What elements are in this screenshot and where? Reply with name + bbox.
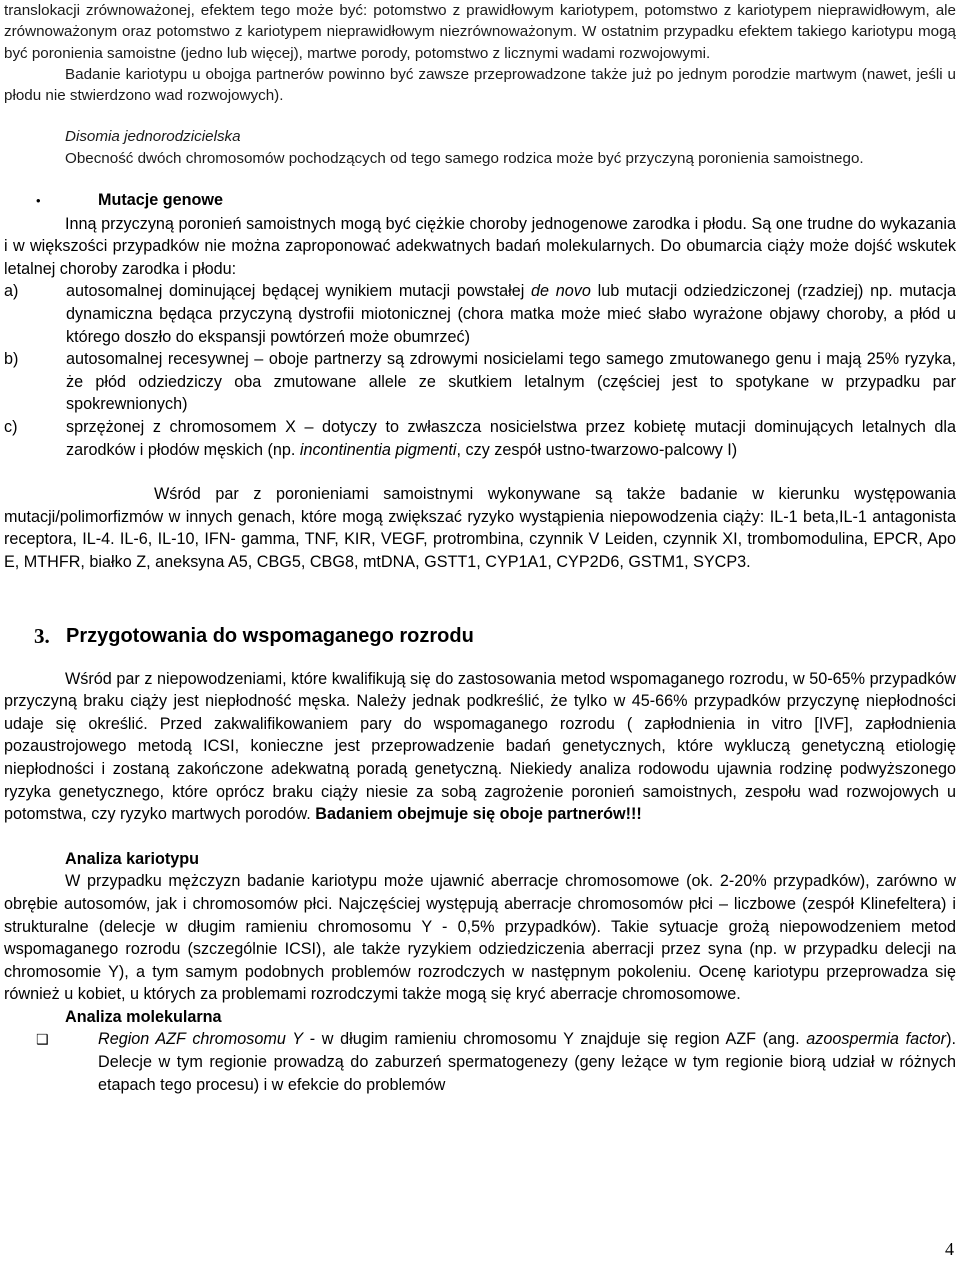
lethal-disease-list: [4, 280, 956, 461]
section-heading: [34, 622, 956, 650]
azf-term: azoospermia factor: [806, 1030, 947, 1049]
list-item: [4, 280, 956, 348]
list-item-text-italic: incontinentia pigmenti: [299, 440, 457, 459]
disomia-paragraph: Obecność dwóch chromosomów pochodzących od tego samego rodzica może być przyczyną poronienia samoistnego.: [65, 149, 864, 167]
azf-list-item: [4, 1028, 956, 1096]
list-item: [4, 416, 956, 461]
list-item-label: b): [4, 350, 19, 369]
disomia-heading: Disomia jednorodzicielska: [65, 128, 241, 146]
mutations-heading-row: [36, 189, 956, 213]
molecular-analysis-heading: Analiza molekularna: [65, 1007, 222, 1026]
both-partners-note: Badaniem obejmuje się oboje partnerów!!!: [315, 805, 642, 824]
list-item-text: [66, 280, 956, 348]
list-item-label: a): [4, 282, 19, 301]
page-number: 4: [945, 1239, 954, 1260]
karyotype-recommendation-paragraph: Badanie kariotypu u obojga partnerów powinno być zawsze przeprowadzone także już po jednym porodzie martwym (nawet, jeśli u płodu nie stwierdzono wad rozwojowych).: [4, 65, 956, 105]
assisted-reproduction-text: Wśród par z niepowodzeniami, które kwalifikują się do zastosowania metod wspomaganego rozrodu, w 50-65% przypadków przyczyną braku ciąży jest niepłodność męska. Należy jednak podkreślić, że tylko w 45-66% przypadków przyczynę niepłodności udaje się określić. Przed zakwalifikowaniem pary do wspomaganego rozrodu ( zapłodnienia in vitro [IVF], zapłodnienia pozaustrojowego metodą ICSI, konieczne jest przeprowadzenie badań genetycznych, które wykluczą genetyczną etiologię niepłodności i zostaną zakończone adekwatną poradą genetyczną. Niekiedy analiza rodowodu ujawnia rodzinę podwyższonego ryzyka genetycznego, które oprócz braku ciąży niesie za sobą zagrożenie poronień samoistnych, zespołu wad rozwojowych u potomstwa, czy ryzyko martwych porodów.: [4, 669, 956, 824]
bullet-icon: •: [36, 193, 41, 209]
azf-title: Region AZF chromosomu Y: [98, 1030, 304, 1049]
checkbox-square-icon: ❑: [36, 1031, 49, 1048]
polymorphism-paragraph: Wśród par z poronieniami samoistnymi wykonywane są także badanie w kierunku występowania mutacji/polimorfizmów w innych genach, które mogą zwiększać ryzyko wystąpienia niepowodzenia ciąży: IL-1 beta,IL-1 antagonista receptora, IL-4. IL-6, IL-10, IFN- gamma, TNF, KIR, VEGF, protrombina, czynnik V Leiden, czynnik XI, trombomodulina, EPCR, Apo E, MTHFR, białko Z, aneksyna A5, CBG5, CBG8, mtDNA, GSTT1, CYP1A1, CYP2D6, GSTM1, SYCP3.: [4, 485, 956, 571]
section-number: 3.: [34, 623, 50, 648]
karyotype-analysis-paragraph: W przypadku mężczyzn badanie kariotypu może ujawnić aberracje chromosomowe (ok. 2-20% przypadków), zarówno w obrębie autosomów, jak i chromosomów płci. Najczęściej występują aberracje chromosomów płci – liczbowe (zespół Klinefeltera) i strukturalne (delecje w długim ramieniu chromosomu Y - 0,5% przypadków). Takie sytuacje grożą niepowodzeniem metod wspomaganego rozrodu (szczególnie ICSI), ale także ryzykiem odziedziczenia aberracji przez syna (np. w przypadku delecji na chromosomie Y), a tym samym podobnych problemów rozrodczych w następnym pokoleniu. Ocenę kariotypu przeprowadza się również u kobiet, u których za problemami rozrodczymi także mogą się kryć aberracje chromosomowe.: [4, 872, 956, 1004]
list-item-text-pre: autosomalnej recesywnej – oboje partnerzy są zdrowymi nosicielami tego samego zmutowanego genu i mają 25% ryzyka, że płód odziedziczy oba zmutowane allele ze skutkiem letalnym (częściej jest to spotykane w przypadku par spokrewnionych): [66, 350, 956, 414]
intro-paragraph: translokacji zrównoważonej, efektem tego może być: potomstwo z prawidłowym kariotypem, potomstwo z kariotypem nieprawidłowym, ale zrównoważonym oraz potomstwo z kariotypem nieprawidłowym niezrównoważonym. W ostatnim przypadku efektem takiego kariotypu mogą być poronienia samoistne (jedno lub więcej), martwe porody, potomstwo z licznymi wadami rozwojowymi.: [4, 2, 956, 62]
list-item-text-post: lub mutacji odziedziczonej (rzadziej) np. mutacja dynamiczna będąca przyczyną dystrofii miotonicznej (chora matka może mieć słabo wyrażone objawy choroby, a płód u którego doszło do ekspansji powtórzeń może obumrzeć): [66, 282, 957, 346]
list-item-text-pre: sprzężonej z chromosomem X – dotyczy to zwłaszcza nosicielstwa przez kobietę mutacji dominujących letalnych dla zarodków i płodów męskich (np.: [66, 418, 956, 459]
mutations-text-c: Do obumarcia ciąży może dojść wskutek letalnej choroby zarodka i płodu:: [4, 237, 957, 278]
azf-text-b: ). Delecje w tym regionie prowadzą do zaburzeń spermatogenezy (geny leżące w tym regionie biorą udział w różnych etapach tego procesu) i w efekcie do problemów: [98, 1030, 956, 1094]
list-item-text-pre: autosomalnej dominującej będącej wynikiem mutacji powstałej: [66, 282, 532, 301]
document-page: [4, 0, 956, 1096]
mutations-text-a: Inną przyczyną poronień samoistnych mogą być ciężkie choroby jednogenowe zarodka i płodu.: [65, 214, 747, 233]
section-title: Przygotowania do wspomaganego rozrodu: [66, 624, 474, 647]
assisted-reproduction-paragraph: [4, 668, 956, 826]
list-item-text-italic: de novo: [531, 282, 591, 301]
list-item-text-post: , czy zespół ustno-twarzowo-palcowy I): [456, 440, 738, 459]
karyotype-analysis-heading: Analiza kariotypu: [65, 849, 200, 868]
list-item-text: [66, 416, 956, 461]
list-item-label: c): [4, 418, 18, 437]
mutations-text-b: Są one trudne do wykazania i w większości przypadków nie można zaproponować adekwatnych badań molekularnych.: [4, 214, 956, 256]
azf-text-a: - w długim ramieniu chromosomu Y znajduje się region AZF (ang.: [303, 1030, 807, 1049]
list-item: [4, 348, 956, 416]
mutations-paragraph: [4, 213, 956, 281]
azf-text: [98, 1028, 956, 1096]
mutations-heading: Mutacje genowe: [98, 191, 224, 210]
list-item-text: [66, 348, 956, 416]
